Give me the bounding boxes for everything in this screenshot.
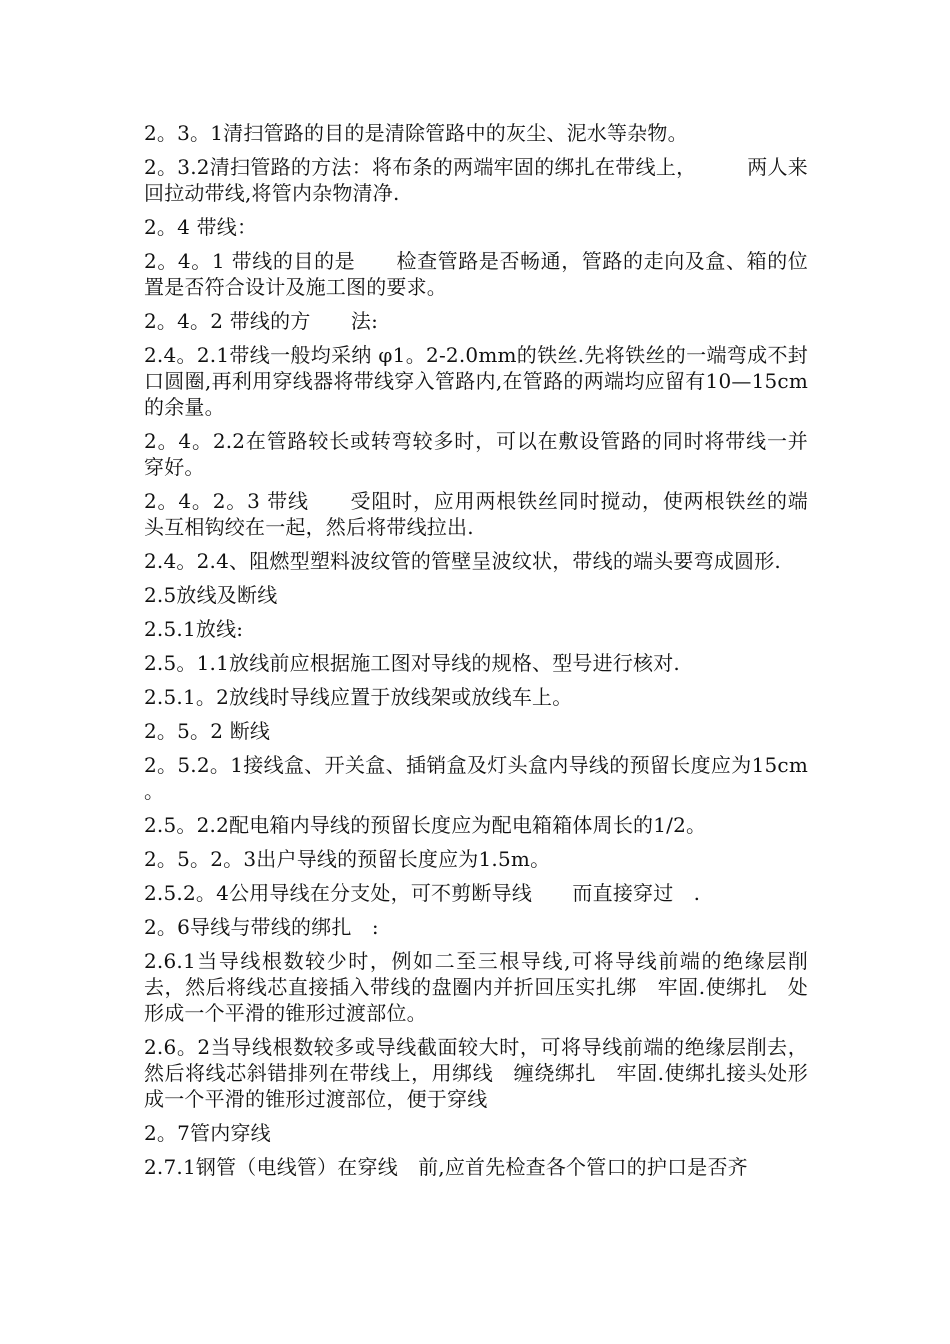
paragraph-2-6-1: 2.6.1当导线根数较少时，例如二至三根导线,可将导线前端的绝缘层削去，然后将线芯直接插入带线的盘圈内并折回压实扎绑 牢固.使绑扎 处形成一个平滑的锥形过渡部位。 [144, 949, 808, 1025]
document-page [144, 120, 829, 1188]
heading-2-5-1: 2.5.1放线: [144, 617, 244, 641]
paragraph-2-5-1-2: 2.5.1。2放线时导线应置于放线架或放线车上。 [144, 685, 573, 709]
paragraph-2-6-2: 2.6。2当导线根数较多或导线截面较大时，可将导线前端的绝缘层削去，然后将线芯斜错排列在带线上，用绑线 缠绕绑扎 牢固.使绑扎接头处形成一个平滑的锥形过渡部位，便于穿线 [144, 1035, 808, 1111]
paragraph-2-4-2-4: 2.4。2.4、阻燃型塑料波纹管的管壁呈波纹状，带线的端头要弯成圆形. [144, 549, 781, 573]
heading-2-5-2: 2。5。2 断线 [144, 719, 271, 743]
heading-2-6: 2。6导线与带线的绑扎 : [144, 915, 379, 939]
paragraph-2-5-2-1: 2。5.2。1接线盒、开关盒、插销盒及灯头盒内导线的预留长度应为15cm 。 [144, 753, 829, 803]
heading-2-4-2: 2。4。2 带线的方 法: [144, 309, 379, 333]
heading-2-7: 2。7管内穿线 [144, 1121, 271, 1145]
paragraph-2-5-1-1: 2.5。1.1放线前应根据施工图对导线的规格、型号进行核对. [144, 651, 680, 675]
paragraph-2-3-1: 2。3。1清扫管路的目的是清除管路中的灰尘、泥水等杂物。 [144, 121, 688, 145]
paragraph-2-4-2-2: 2。4。2.2在管路较长或转弯较多时，可以在敷设管路的同时将带线一并穿好。 [144, 429, 808, 479]
paragraph-2-3-2: 2。3.2清扫管路的方法：将布条的两端牢固的绑扎在带线上， 两人来回拉动带线,将管内杂物清净. [144, 155, 808, 205]
heading-2-4: 2。4 带线： [144, 215, 258, 239]
paragraph-2-4-2-3: 2。4。2。3 带线 受阻时，应用两根铁丝同时搅动，使两根铁丝的端头互相钩绞在一起，然后将带线拉出. [144, 489, 808, 539]
paragraph-2-5-2-4: 2.5.2。4公用导线在分支处，可不剪断导线 而直接穿过 . [144, 881, 701, 905]
paragraph-2-4-2-1: 2.4。2.1带线一般均采纳 φ1。2-2.0mm的铁丝.先将铁丝的一端弯成不封口圆圈,再利用穿线器将带线穿入管路内,在管路的两端均应留有10—15cm 的余量。 [144, 343, 808, 419]
paragraph-2-5-2-3: 2。5。2。3出户导线的预留长度应为1.5m。 [144, 847, 551, 871]
paragraph-2-5-2-2: 2.5。2.2配电箱内导线的预留长度应为配电箱箱体周长的1/2。 [144, 813, 707, 837]
paragraph-2-4-1: 2。4。1 带线的目的是 检查管路是否畅通，管路的走向及盒、箱的位置是否符合设计及施工图的要求。 [144, 249, 808, 299]
heading-2-5: 2.5放线及断线 [144, 583, 278, 607]
paragraph-2-7-1: 2.7.1钢管（电线管）在穿线 前,应首先检查各个管口的护口是否齐 [144, 1155, 748, 1179]
